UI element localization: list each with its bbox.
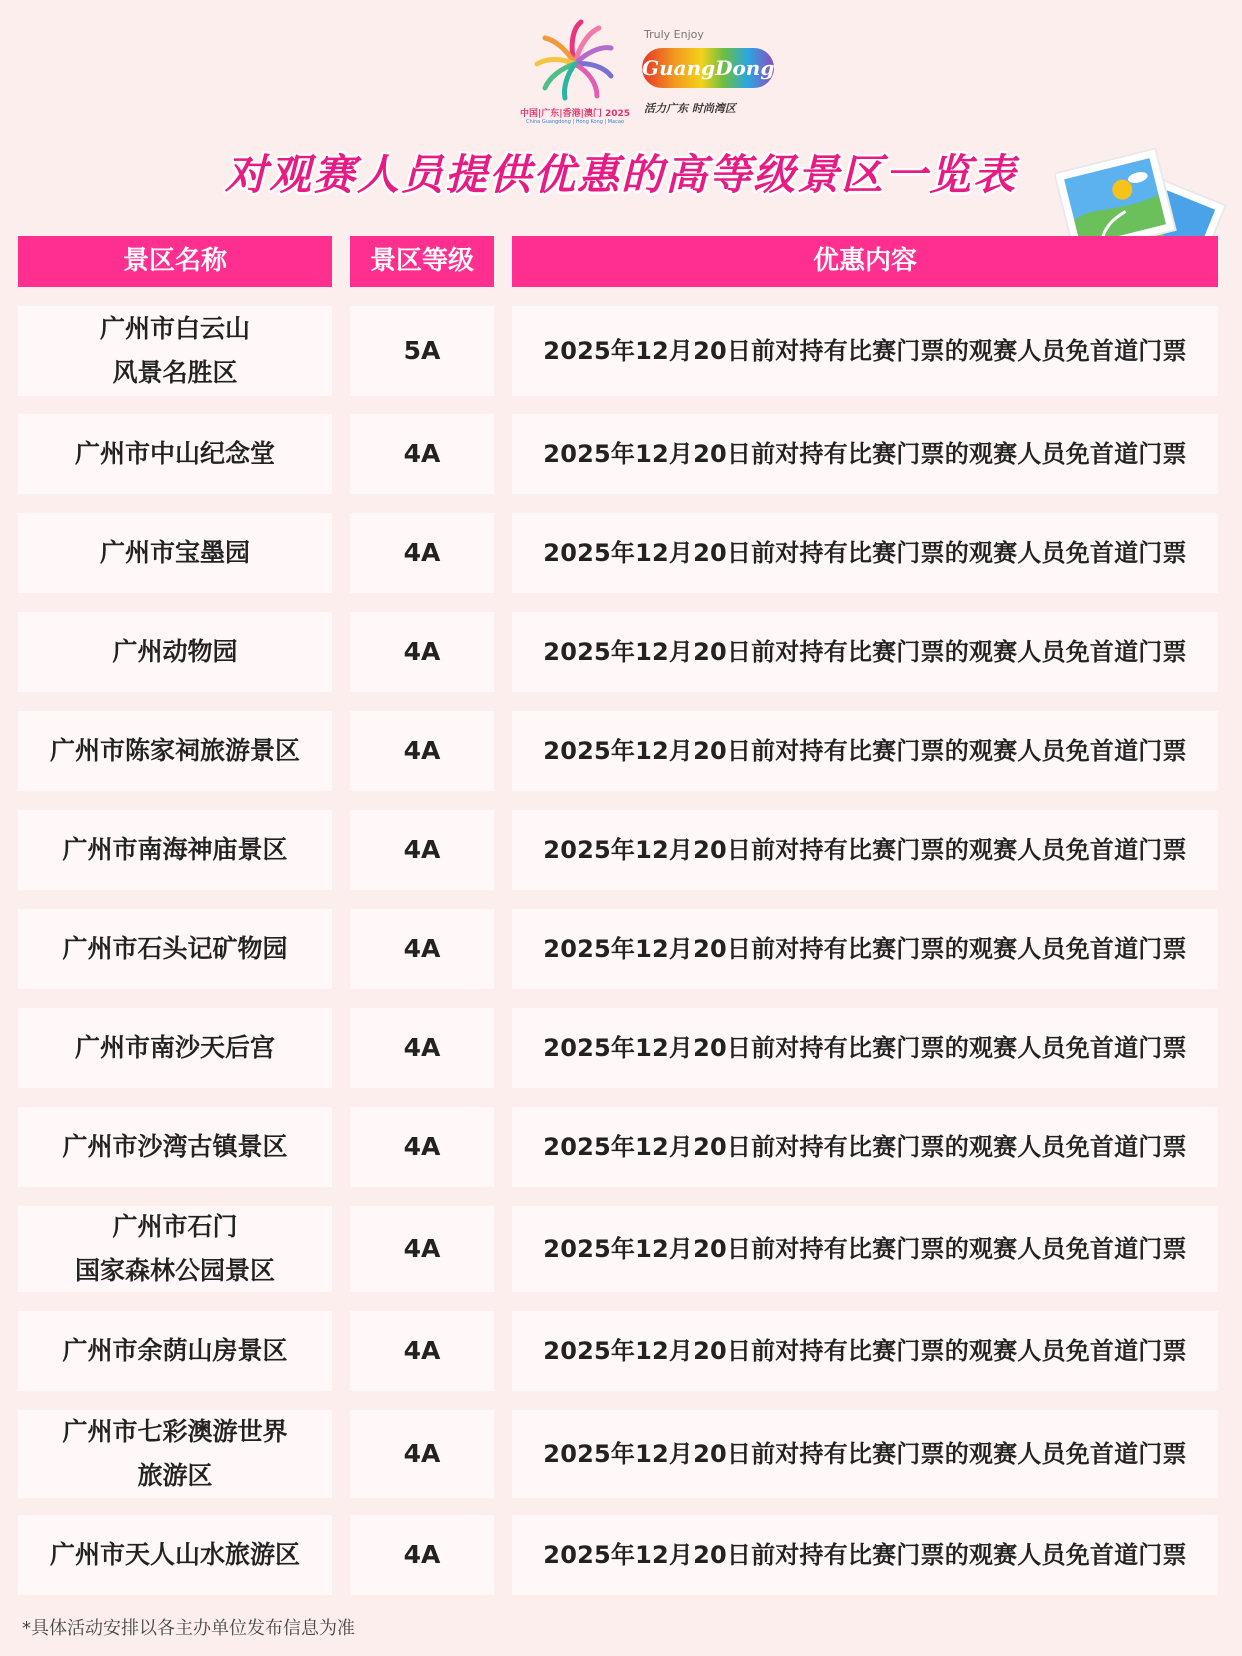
cell-scenic-name: 广州市七彩澳游世界 旅游区 [18, 1410, 332, 1498]
cell-offer: 2025年12月20日前对持有比赛门票的观赛人员免首道门票 [512, 1008, 1218, 1088]
cell-scenic-level: 4A [350, 1008, 494, 1088]
cell-offer: 2025年12月20日前对持有比赛门票的观赛人员免首道门票 [512, 513, 1218, 593]
column-header-offer: 优惠内容 [512, 236, 1218, 287]
cell-scenic-name: 广州市宝墨园 [18, 513, 332, 593]
cell-offer: 2025年12月20日前对持有比赛门票的观赛人员免首道门票 [512, 810, 1218, 890]
column-header-name: 景区名称 [18, 236, 332, 287]
games-logo-tagline-en: China Guangdong | Hong Kong | Macao [525, 119, 625, 125]
table-row [0, 810, 1242, 890]
table-row [0, 1515, 1242, 1595]
table-row [0, 1410, 1242, 1498]
table-row [0, 513, 1242, 593]
cell-offer: 2025年12月20日前对持有比赛门票的观赛人员免首道门票 [512, 612, 1218, 692]
table-row [0, 612, 1242, 692]
cell-scenic-name: 广州市南海神庙景区 [18, 810, 332, 890]
cell-scenic-name: 广州市中山纪念堂 [18, 414, 332, 494]
table-row [0, 1206, 1242, 1292]
page-header [0, 0, 1242, 230]
cell-scenic-name: 广州市余荫山房景区 [18, 1311, 332, 1391]
column-header-level: 景区等级 [350, 236, 494, 287]
cell-offer: 2025年12月20日前对持有比赛门票的观赛人员免首道门票 [512, 909, 1218, 989]
cell-offer: 2025年12月20日前对持有比赛门票的观赛人员免首道门票 [512, 1515, 1218, 1595]
cell-scenic-level: 4A [350, 1410, 494, 1498]
page-title: 对观赛人员提供优惠的高等级景区一览表 [224, 150, 1017, 199]
guangdong-logo [640, 24, 780, 124]
table-row [0, 711, 1242, 791]
cell-scenic-level: 4A [350, 810, 494, 890]
cell-offer: 2025年12月20日前对持有比赛门票的观赛人员免首道门票 [512, 306, 1218, 396]
cell-scenic-level: 4A [350, 711, 494, 791]
cell-scenic-level: 4A [350, 1107, 494, 1187]
gd-slogan: 活力广东 时尚湾区 [644, 102, 736, 115]
cell-offer: 2025年12月20日前对持有比赛门票的观赛人员免首道门票 [512, 1206, 1218, 1292]
cell-scenic-name: 广州市石头记矿物园 [18, 909, 332, 989]
cell-offer: 2025年12月20日前对持有比赛门票的观赛人员免首道门票 [512, 414, 1218, 494]
footnote: *具体活动安排以各主办单位发布信息为准 [22, 1618, 355, 1639]
gd-wordmark: GuangDong [642, 48, 774, 88]
cell-offer: 2025年12月20日前对持有比赛门票的观赛人员免首道门票 [512, 1410, 1218, 1498]
cell-offer: 2025年12月20日前对持有比赛门票的观赛人员免首道门票 [512, 1107, 1218, 1187]
cell-scenic-level: 4A [350, 1206, 494, 1292]
cell-scenic-name: 广州市陈家祠旅游景区 [18, 711, 332, 791]
table-row [0, 1008, 1242, 1088]
cell-scenic-name: 广州市白云山 风景名胜区 [18, 306, 332, 396]
cell-scenic-level: 4A [350, 612, 494, 692]
cell-scenic-level: 4A [350, 1311, 494, 1391]
games-logo [520, 18, 630, 128]
cell-scenic-name: 广州市南沙天后宫 [18, 1008, 332, 1088]
table-row [0, 414, 1242, 494]
cell-scenic-name: 广州市沙湾古镇景区 [18, 1107, 332, 1187]
cell-scenic-level: 4A [350, 414, 494, 494]
cell-scenic-level: 5A [350, 306, 494, 396]
gd-truly-enjoy: Truly Enjoy [644, 28, 704, 41]
table-row [0, 1311, 1242, 1391]
cell-offer: 2025年12月20日前对持有比赛门票的观赛人员免首道门票 [512, 711, 1218, 791]
cell-offer: 2025年12月20日前对持有比赛门票的观赛人员免首道门票 [512, 1311, 1218, 1391]
table-row [0, 1107, 1242, 1187]
cell-scenic-level: 4A [350, 1515, 494, 1595]
table-row [0, 306, 1242, 396]
cell-scenic-level: 4A [350, 909, 494, 989]
cell-scenic-name: 广州市石门 国家森林公园景区 [18, 1206, 332, 1292]
cell-scenic-name: 广州市天人山水旅游区 [18, 1515, 332, 1595]
cell-scenic-name: 广州动物园 [18, 612, 332, 692]
cell-scenic-level: 4A [350, 513, 494, 593]
games-logo-tagline: 中国|广东|香港|澳门 2025 [520, 109, 631, 119]
games-emblem-icon [530, 18, 620, 104]
table-row [0, 909, 1242, 989]
